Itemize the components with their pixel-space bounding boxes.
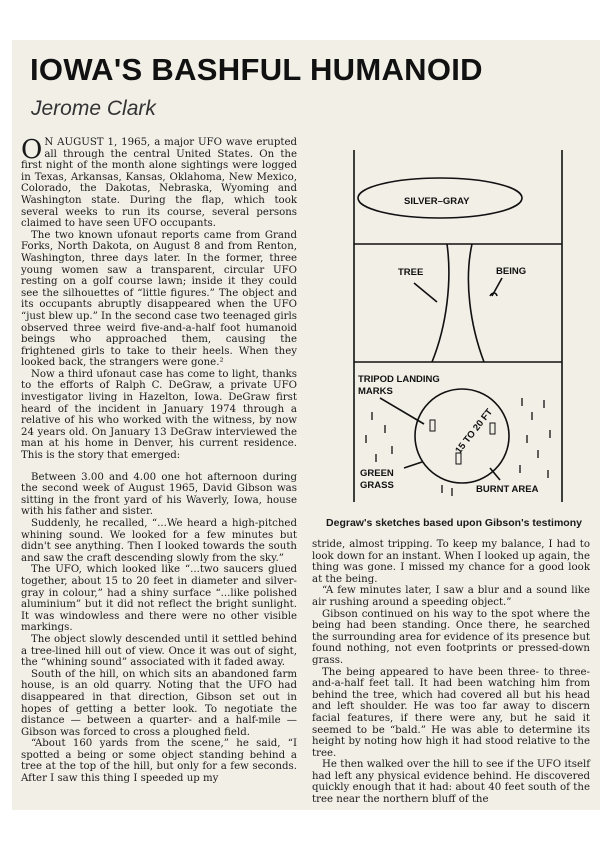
paragraph: The object slowly descended until it settled behind a tree-lined hill out of view. Once it was out of sight, the “whining sound” associated with it faded away.: [21, 633, 297, 669]
landing-mark: [490, 423, 495, 434]
paragraph: He then walked over the hill to see if the UFO itself had left any physical evidence behind. He discovered quickly enough that it had: about 40 feet south of the tree near the northern bluff of the: [312, 759, 590, 806]
paragraph: “A few minutes later, I saw a blur and a sound like air rushing around a speeding object.”: [312, 585, 590, 608]
paragraph: The being appeared to have been three- to three-and-a-half feet tall. It had been watching him from behind the tree, which had covered all but his head and left shoulder. He was too far away to discern facial features, if there were any, but he said it seemed to be “bald.” He was able to determine its height by noting how high it had stood relative to the tree.: [312, 666, 590, 759]
magazine-page: [12, 40, 600, 810]
ufo-label: SILVER–GRAY: [404, 196, 470, 207]
tree-label: TREE: [398, 267, 424, 278]
green-label-2: GRASS: [360, 480, 394, 491]
burnt-label: BURNT AREA: [476, 484, 539, 495]
diameter-label: 15 TO 20 FT: [453, 406, 496, 456]
witness-sketch: [352, 150, 564, 502]
paragraph: “About 160 yards from the scene,” he said, “I spotted a being or some object standing behind a tree at the top of the hill, but only for a few seconds. After I saw this thing I speeded up my: [21, 738, 297, 785]
paragraph: South of the hill, on which sits an abandoned farm house, is an old quarry. Noting that the UFO had disappeared in that direction, Gibson set out in hopes of getting a better look. To negotiate the distance — between a quarter- and a half-mile — Gibson was forced to cross a ploughed field.: [21, 668, 297, 738]
paragraph: stride, almost tripping. To keep my balance, I had to look down for an instant. When I looked up again, the thing was gone. I missed my chance for a good look at the being.: [312, 539, 590, 585]
grass-arrow: [404, 462, 422, 468]
tripod-label-1: TRIPOD LANDING: [358, 374, 440, 385]
tree-arrow: [414, 283, 437, 302]
paragraph: Now a third ufonaut case has come to light, thanks to the efforts of Ralph C. DeGraw, a private UFO investigator living in Hazelton, Iowa. DeGraw first heard of the incident in January 1974 through a relative of his who worked with the witness, by now 24 years old. On January 13 DeGraw interviewed the man at his home in Denver, his current residence. This is the story that emerged:: [21, 368, 297, 462]
tree-trunk: [432, 244, 484, 362]
opening-text: N AUGUST 1, 1965, a major UFO wave erupted all through the central United States. On the first night of the month alone sightings were logged in Texas, Arkansas, Kansas, Oklahoma, New Mexico, Colorado, the Dakotas, Nebraska, Wyoming and Washington state. During the flap, which took several weeks to run its course, several persons claimed to have seen UFO occupants.: [21, 137, 297, 230]
burnt-area-circle: [415, 389, 509, 483]
tripod-arrow: [380, 398, 424, 424]
paragraph: The UFO, which looked like “...two saucers glued together, about 15 to 20 feet in diameter and silver-gray in colour,” had a shiny surface “...like polished aluminium” but it did not reflect the bright sunlight. It was windowless and there were no other visible markings.: [21, 564, 297, 634]
paragraph: Gibson continued on his way to the spot where the being had been standing. Once there, he searched the surrounding area for evidence of its presence but found nothing, not even footprints or pressed-down grass.: [312, 608, 590, 666]
being-label: BEING: [496, 266, 527, 277]
drop-cap: O: [21, 135, 43, 165]
green-label-1: GREEN: [360, 468, 394, 479]
left-column: [21, 137, 297, 805]
paragraph: Suddenly, he recalled, “...We heard a high-pitched whining sound. We looked for a few minutes but didn't see anything. Then I looked towards the south and saw the craft descending slowly from the sky.”: [21, 518, 297, 564]
article-author: Jerome Clark: [31, 97, 156, 120]
right-column: [312, 539, 590, 805]
sketch-caption: Degraw's sketches based upon Gibson's testimony: [326, 517, 582, 529]
article-title: IOWA'S BASHFUL HUMANOID: [30, 52, 483, 87]
being-marker: [490, 278, 502, 296]
opening-paragraph: [21, 137, 297, 230]
paragraph: The two known ufonaut reports came from Grand Forks, North Dakota, on August 8 and from Renton, Washington, three days later. In the former, three young women saw a transparent, circular UFO resting on a golf course lawn; inside it they could see the silhouettes of “little figures.” The object and its occupants abruptly disappeared when the UFO “just blew up.” In the second case two teenaged girls observed three weird five-and-a-half foot humanoid beings who approached them, causing the frightened girls to take to their heels. When they looked back, the strangers were gone.²: [21, 229, 297, 369]
paragraph: Between 3.00 and 4.00 one hot afternoon during the second week of August 1965, David Gibson was sitting in the front yard of his Waverly, Iowa, house with his father and sister.: [21, 471, 297, 518]
tripod-label-2: MARKS: [358, 386, 393, 397]
landing-mark: [430, 420, 435, 431]
